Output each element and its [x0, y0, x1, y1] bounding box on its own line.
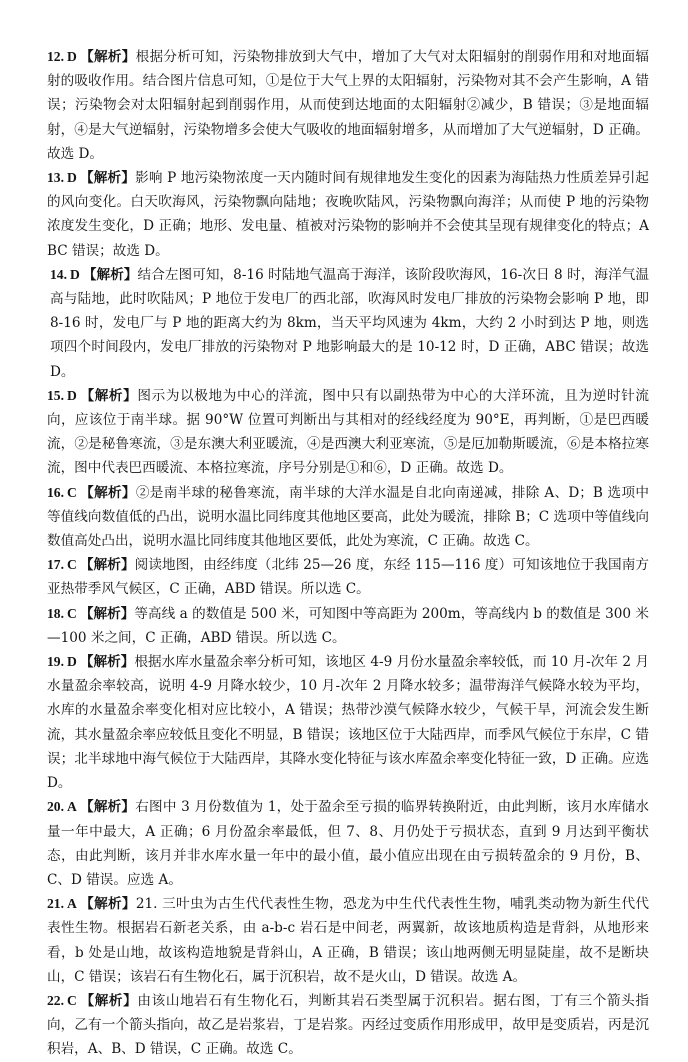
answer-letter: D	[67, 654, 77, 670]
question-22-explanation	[47, 989, 649, 1062]
analysis-tag: 【解析】	[79, 799, 136, 816]
question-15-explanation	[47, 384, 649, 481]
answer-letter: D	[67, 49, 77, 64]
question-16-explanation	[47, 481, 649, 554]
question-17-explanation	[47, 553, 649, 601]
explanation-text: 影响 P 地污染物浓度一天内随时间有规律地发生变化的因素为海陆热力性质差异引起的风向变化。白天吹海风，污染物飘向陆地；夜晚吹陆风，污染物飘向海洋；从而使 P 地的污染物浓度发生变化，D 正确；地形、发电量、植被对污染物的影响并不会使其呈现有规律变化的特点；ABC 错误；故选 D。	[47, 170, 650, 259]
question-number: 17.	[47, 557, 64, 573]
analysis-tag: 【解析】	[79, 170, 136, 187]
question-number: 16.	[47, 484, 64, 500]
question-21-explanation	[47, 892, 649, 989]
question-19-explanation	[47, 650, 649, 795]
analysis-tag: 【解析】	[79, 654, 135, 671]
question-number: 15.	[47, 387, 64, 403]
question-number: 19.	[47, 654, 64, 670]
question-number: 13.	[47, 170, 64, 186]
answer-explanations-page	[47, 45, 649, 1062]
analysis-tag: 【解析】	[82, 266, 138, 283]
answer-letter: C	[67, 484, 77, 500]
question-number: 22.	[47, 992, 64, 1008]
analysis-tag: 【解析】	[79, 49, 136, 65]
question-number: 21.	[47, 896, 64, 912]
explanation-text: 根据分析可知，污染物排放到大气中，增加了大气对太阳辐射的削弱作用和对地面辐射的吸收作用。结合图片信息可知，①是位于大气上界的太阳辐射，污染物对其不会产生影响，A 错误；污染物会对太阳辐射起到削弱作用，从而使到达地面的太阳辐射②减少，B 错误；③是地面辐射，④是大气逆辐射，污染物增多会使大气吸收的地面辐射增多，从而增加了大气逆辐射，D 正确。故选 D。	[47, 49, 650, 162]
explanation-text: 由该山地岩石有生物化石，判断其岩石类型属于沉积岩。据右图，丁有三个箭头指向，乙有一个箭头指向，故乙是岩浆岩，丁是岩浆。丙经过变质作用形成甲，故甲是变质岩，丙是沉积岩，A、B、D 错误，C 正确。故选 C。	[47, 992, 650, 1058]
question-20-explanation	[47, 795, 649, 892]
explanation-text: 21. 三叶虫为古生代代表性生物，恐龙为中生代代表性生物，哺乳类动物为新生代代表性生物。根据岩石新老关系，由 a-b-c 岩石是中间老，两翼新，故该地质构造是背斜，从地形来看，b 处是山地，故该构造地貌是背斜山，A 正确，B 错误；该山地两侧无明显陡崖，故不是断块山，C 错误；该岩石有生物化石，属于沉积岩，故不是火山，D 错误。故选 A。	[47, 896, 650, 985]
analysis-tag: 【解析】	[79, 484, 136, 501]
analysis-tag: 【解析】	[79, 992, 138, 1009]
question-number: 14.	[50, 266, 67, 282]
explanation-text: 阅读地图，由经纬度（北纬 25—26 度，东经 115—116 度）可知该地位于我国南方亚热带季风气候区，C 正确，ABD 错误。所以选 C。	[47, 557, 649, 598]
explanation-text: 图示为以极地为中心的洋流，图中只有以副热带为中心的大洋环流，且为逆时针流向，应该位于南半球。据 90°W 位置可判断出与其相对的经线经度为 90°E，再判断，①是巴西暖流，②是秘鲁寒流，③是东澳大利亚暖流，④是西澳大利亚寒流，⑤是厄加勒斯暖流，⑥是本格拉寒流，图中代表巴西暖流、本格拉寒流，序号分别是①和⑥，D 正确。故选 D。	[47, 387, 650, 477]
explanation-text: 结合左图可知，8-16 时陆地气温高于海洋，该阶段吹海风，16-次日 8 时，海洋气温高与陆地，此时吹陆风；P 地位于发电厂的西北部，吹海风时发电厂排放的污染物会影响 P 地，即 8-16 时，发电厂与 P 地的距离大约为 8km，当天平均风速为 4km，大约 2 小时到达 P 地，则选项四个时间段内，发电厂排放的污染物对 P 地影响最大的是 10-12 时，D 正确，ABC 错误；故选 D。	[50, 266, 649, 380]
question-number: 20.	[47, 799, 64, 815]
analysis-tag: 【解析】	[79, 557, 135, 574]
answer-letter: C	[67, 992, 77, 1008]
analysis-tag: 【解析】	[79, 605, 135, 622]
answer-letter: C	[67, 605, 77, 621]
answer-letter: D	[67, 387, 77, 403]
explanation-text: ②是南半球的秘鲁寒流，南半球的大洋水温是自北向南递减，排除 A、D；B 选项中等值线向数值低的凸出，说明水温比同纬度其他地区要高，此处为暖流，排除 B；C 选项中等值线向数值高处凸出，说明水温比同纬度其他地区要低，此处为寒流，C 正确。故选 C。	[47, 484, 649, 550]
answer-letter: D	[70, 266, 80, 282]
explanation-text: 等高线 a 的数值是 500 米，可知图中等高距为 200m，等高线内 b 的数值是 300 米—100 米之间，C 正确，ABD 错误。所以选 C。	[47, 605, 649, 646]
answer-letter: A	[67, 896, 77, 912]
explanation-text: 右图中 3 月份数值为 1，处于盈余至亏损的临界转换附近，由此判断，该月水库储水量一年中最大，A 正确；6 月份盈余率最低，但 7、8、月仍处于亏损状态，直到 9 月达到平衡状态，由此判断，该月并非水库水量一年中的最小值，最小值应出现在由亏损转盈余的 9 月份，B、C、D 错误。应选 A。	[47, 799, 650, 888]
analysis-tag: 【解析】	[79, 387, 138, 404]
question-13-explanation	[47, 166, 649, 263]
analysis-tag: 【解析】	[79, 896, 136, 913]
explanation-text: 根据水库水量盈余率分析可知，该地区 4-9 月份水量盈余率较低，而 10 月-次年 2 月水量盈余率较高，说明 4-9 月降水较少，10 月-次年 2 月降水较多；温带海洋气候降水较为平均，水库的水量盈余率变化相对应比较小，A 错误；热带沙漠气候降水较少，气候干旱，河流会发生断流，其水量盈余率应较低且变化不明显，B 错误；该地区位于大陆西岸，而季风气候位于东岸，C 错误；北半球地中海气候位于大陆西岸，其降水变化特征与该水库盈余率变化特征一致，D 正确。应选 D。	[47, 654, 649, 792]
question-18-explanation	[47, 602, 649, 650]
question-number: 18.	[47, 605, 64, 621]
question-14-explanation	[47, 263, 649, 384]
question-12-explanation	[47, 45, 649, 166]
answer-letter: D	[67, 170, 77, 186]
answer-letter: C	[67, 557, 77, 573]
answer-letter: A	[67, 799, 77, 815]
question-number: 12.	[47, 49, 64, 64]
